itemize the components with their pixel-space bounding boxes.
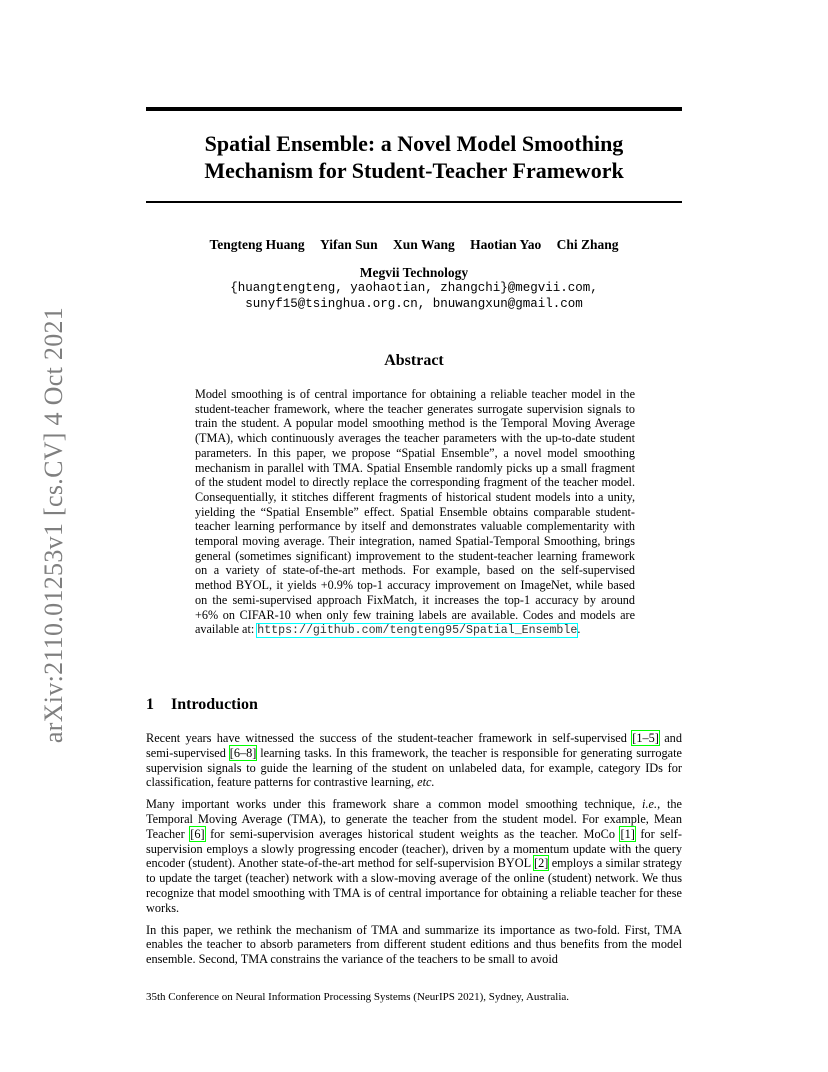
citation-link[interactable]: [6–8] (229, 745, 257, 760)
emails-line-2: sunyf15@tsinghua.org.cn, bnuwangxun@gmail.com (245, 296, 583, 311)
text-run: learning tasks. In this framework, the teacher is responsible for generating surrogate supervision signals to guide the learning of the student on unlabeled data, for example, category IDs for classification, feature patterns for contrastive learning, (146, 745, 682, 790)
title-top-rule (146, 107, 682, 111)
citation-link[interactable]: [2] (534, 856, 549, 871)
text-run: and semi-supervised (146, 731, 682, 760)
abstract-heading: Abstract (384, 352, 444, 369)
author: Chi Zhang (556, 237, 619, 252)
paragraph (146, 731, 682, 790)
title-bottom-rule (146, 201, 682, 203)
title-line-1: Spatial Ensemble: a Novel Model Smoothing (204, 131, 624, 156)
author: Haotian Yao (470, 237, 542, 252)
citation-link[interactable]: [6] (190, 826, 205, 841)
text-run: for self-supervision employs a slowly progressing encoder (teacher), driven by a momentum update with the query encoder (student). Another state-of-the-art method for self-supervision BYOL (146, 826, 682, 871)
text-run: etc. (417, 775, 435, 790)
paragraph: In this paper, we rethink the mechanism of TMA and summarize its importance as two-fold. First, TMA enables the teacher to absorb parameters from different student editions and thus benefits from the model ensemble. Second, TMA constrains the variance of the teachers to be small to avoid (146, 922, 682, 967)
author: Tengteng Huang (209, 237, 305, 252)
arxiv-identifier: arXiv:2110.01253v1 [cs.CV] 4 Oct 2021 (39, 306, 68, 744)
paragraph (146, 797, 682, 915)
author-emails (146, 281, 682, 312)
text-run: Recent years have witnessed the success of the student-teacher framework in self-supervised (146, 731, 633, 745)
section-heading-introduction (146, 696, 258, 714)
citation-link[interactable]: [1–5] (632, 731, 659, 745)
author-list (146, 236, 682, 253)
title-line-2: Mechanism for Student-Teacher Framework (204, 158, 624, 183)
introduction-body (146, 731, 682, 974)
author: Yifan Sun (320, 237, 378, 252)
text-run: for semi-supervision averages historical student weights as the teacher. MoCo (204, 826, 621, 841)
conference-footnote: 35th Conference on Neural Information Processing Systems (NeurIPS 2021), Sydney, Australia. (146, 991, 570, 1003)
abstract-body (195, 387, 635, 639)
section-title: Introduction (171, 696, 258, 713)
affiliation: Megvii Technology (359, 265, 469, 280)
text-run: , the Temporal Moving Average (TMA), to generate the teacher from the student model. For example, Mean Teacher (146, 797, 682, 841)
section-number: 1 (146, 696, 154, 713)
citation-link[interactable]: [1] (620, 826, 635, 841)
emails-line-1: {huangtengteng, yaohaotian, zhangchi}@megvii.com, (230, 281, 598, 295)
code-repo-link[interactable]: https://github.com/tengteng95/Spatial_Ensemble (257, 624, 578, 638)
text-run: i.e. (642, 797, 658, 812)
text-run: employs a similar strategy to update the target (teacher) network with a slow-moving average of the online (student) network. We thus recognize that model smoothing with TMA is of central importance for obtaining a reliable teacher for these works. (146, 856, 682, 915)
abstract-end: . (577, 622, 581, 637)
abstract-text: Model smoothing is of central importance for obtaining a reliable teacher model in the student-teacher framework, where the teacher generates surrogate supervision signals to train the student. A popular model smoothing method is the Temporal Moving Average (TMA), which continuously averages the teacher parameters with the up-to-date student parameters. In this paper, we propose “Spatial Ensemble”, a novel model smoothing mechanism in parallel with TMA. Spatial Ensemble randomly picks up a small fragment of the student model to directly replace the corresponding fragment of the teacher model. Consequentially, it stitches different fragments of historical student models into a unity, yielding the “Spatial Ensemble” effect. Spatial Ensemble obtains comparable student-teacher learning performance by itself and demonstrates valuable complementarity with temporal moving average. Their integration, named Spatial-Temporal Smoothing, brings general (sometimes significant) improvement to the student-teacher learning framework on a variety of state-of-the-art methods. For example, based on the self-supervised method BYOL, it yields +0.9% top-1 accuracy improvement on ImageNet, while based on the semi-supervised approach FixMatch, it increases the top-1 accuracy by around +6% on CIFAR-10 when only few training labels are available. Codes and models are available at: (195, 387, 635, 637)
paper-title (146, 130, 682, 184)
author: Xun Wang (393, 237, 455, 252)
text-run: Many important works under this framework share a common model smoothing technique, (146, 797, 643, 812)
